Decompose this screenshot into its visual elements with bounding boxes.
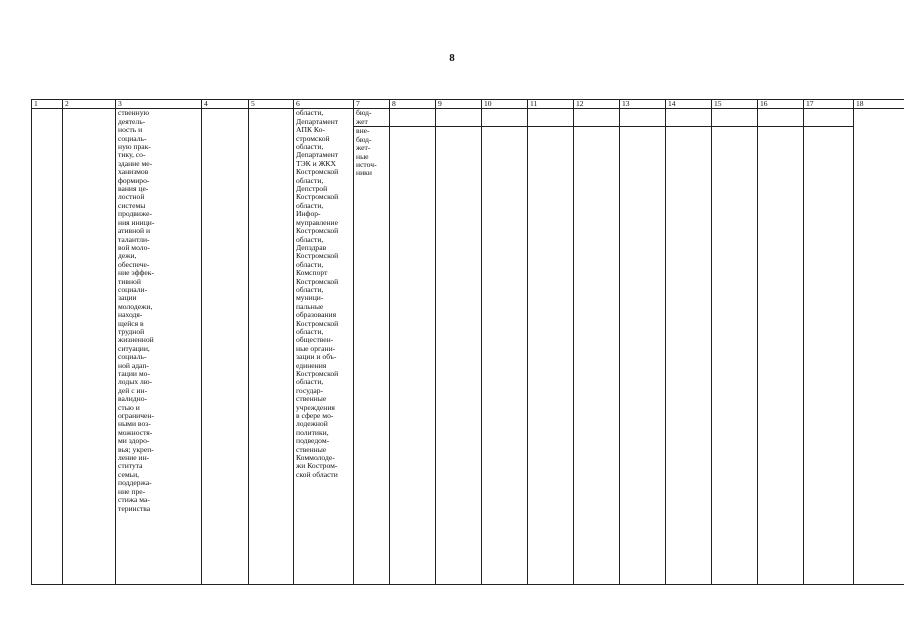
cell-col-15-budget [712, 109, 758, 127]
cell-col-12-budget [574, 109, 620, 127]
cell-col-8-extra [390, 127, 436, 585]
header-col-17: 17 [804, 100, 854, 109]
header-col-18: 18 [854, 100, 904, 109]
header-col-5: 5 [249, 100, 294, 109]
table-row [32, 109, 904, 127]
header-col-16: 16 [758, 100, 804, 109]
header-col-14: 14 [666, 100, 712, 109]
cell-col-11-extra [528, 127, 574, 585]
header-col-4: 4 [202, 100, 249, 109]
header-col-13: 13 [620, 100, 666, 109]
cell-col-2 [63, 109, 116, 585]
cell-col-17-extra [804, 127, 854, 585]
cell-col-9-budget [436, 109, 482, 127]
header-col-6: 6 [294, 100, 354, 109]
cell-col-4 [202, 109, 249, 585]
header-col-9: 9 [436, 100, 482, 109]
cell-col-14-extra [666, 127, 712, 585]
header-col-1: 1 [32, 100, 63, 109]
header-col-15: 15 [712, 100, 758, 109]
cell-executors: области, Департамент АПК Ко- стромской области, Департамент ТЭК и ЖКХ Костромской области, Депстрой Костромской области, Инфор- муправление Костромской области, Депздрав Костромской области, Комспорт Костромской области, муници- пальные образования Костромской области, обществен- ные органи- зации и объ- единения Костромской области, государ- ственные учреждения в сфере мо- лодежной политики, подведом- ственные Коммолоде- жи Костром- ской области [294, 109, 354, 585]
cell-col-15-extra [712, 127, 758, 585]
header-col-2: 2 [63, 100, 116, 109]
header-col-8: 8 [390, 100, 436, 109]
cell-col-11-budget [528, 109, 574, 127]
cell-col-16-extra [758, 127, 804, 585]
cell-col-13-extra [620, 127, 666, 585]
cell-col-8-budget [390, 109, 436, 127]
header-row [32, 100, 904, 109]
page-number: 8 [449, 52, 455, 64]
cell-col-5 [249, 109, 294, 585]
header-col-12: 12 [574, 100, 620, 109]
cell-funding-extrabudget: вне- бюд- жет- ные источ- ники [354, 127, 390, 585]
cell-col-14-budget [666, 109, 712, 127]
cell-funding-budget: бюд- жет [354, 109, 390, 127]
cell-col-16-budget [758, 109, 804, 127]
cell-col-13-budget [620, 109, 666, 127]
header-col-11: 11 [528, 100, 574, 109]
program-table [31, 99, 904, 585]
cell-col-9-extra [436, 127, 482, 585]
cell-col-18 [854, 109, 904, 585]
header-col-10: 10 [482, 100, 528, 109]
cell-col-17-budget [804, 109, 854, 127]
cell-col-1 [32, 109, 63, 585]
header-col-7: 7 [354, 100, 390, 109]
header-col-3: 3 [116, 100, 202, 109]
cell-col-12-extra [574, 127, 620, 585]
cell-col-10-budget [482, 109, 528, 127]
cell-col-10-extra [482, 127, 528, 585]
cell-task-description: ственную деятель- ность и социаль- ную прак- тику, со- здание ме- ханизмов формиро- вания це- лостной системы продвиже- ния иници- ативной и талантли- вой моло- дежи, обеспече- ние эффек- тивной социали- зации молодежи, находя- щейся в трудной жизненной ситуации, социаль- ной адап- тации мо- лодых лю- дей с ин- валидно- стью и ограничен- ными воз- можностя- ми здоро- вья; укреп- ление ин- ститута семьи, поддержа- ние пре- стижа ма- теринства [116, 109, 202, 585]
